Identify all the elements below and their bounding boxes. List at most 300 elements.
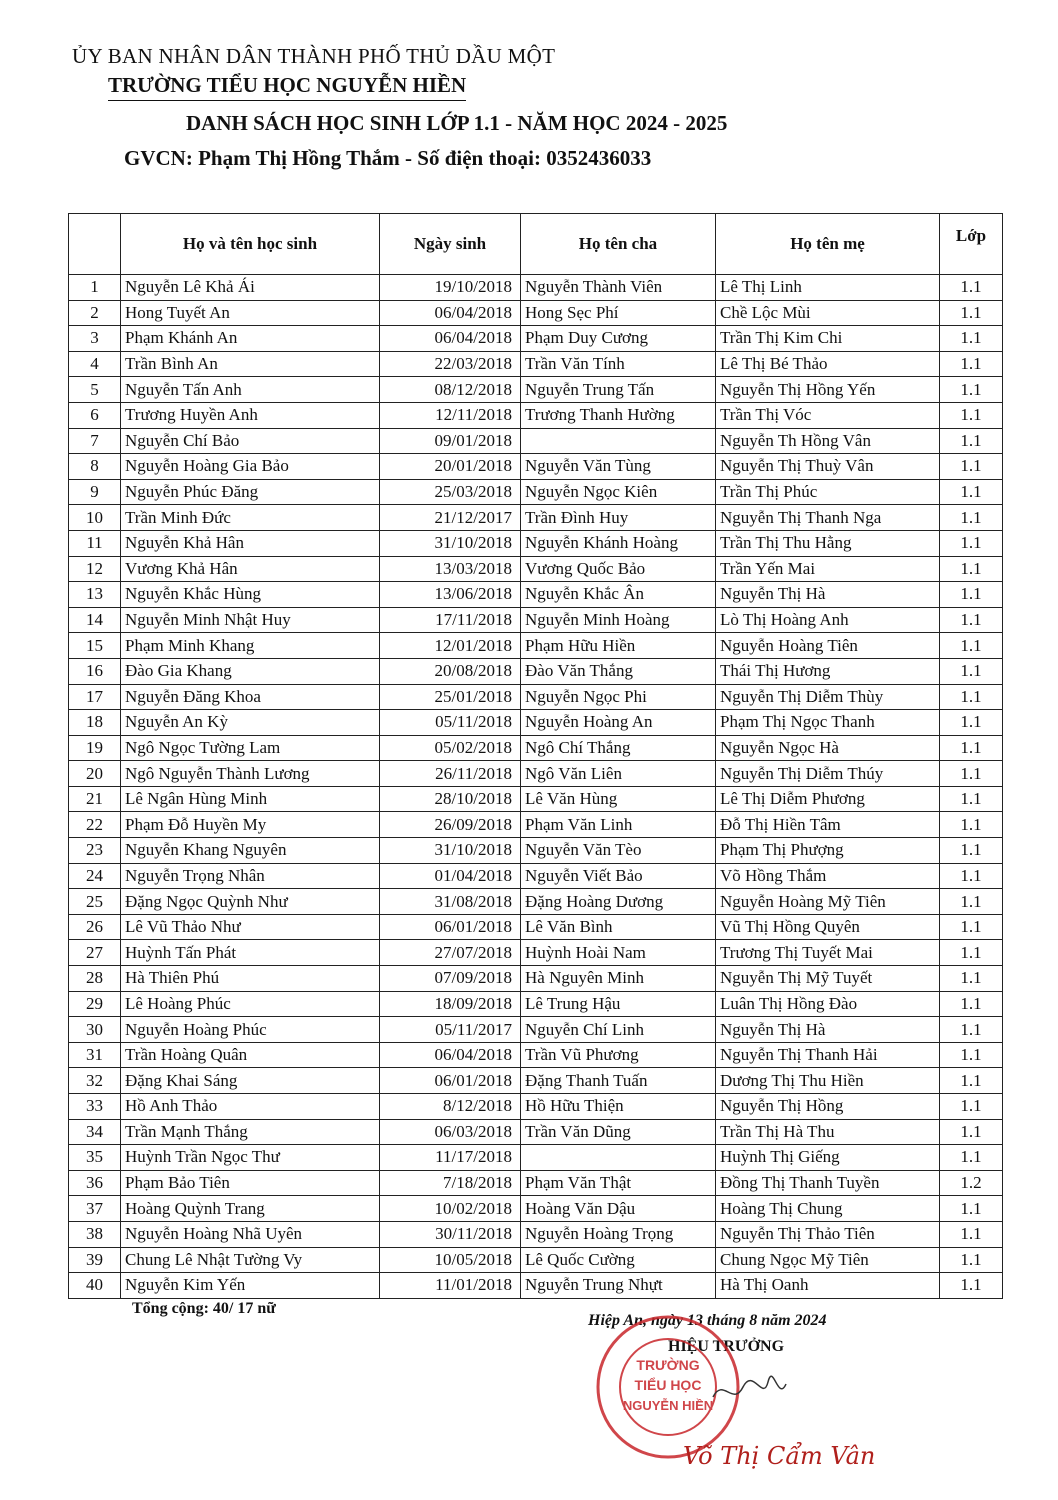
row-index: 1 — [69, 275, 121, 301]
mother-name: Dương Thị Thu Hiền — [716, 1068, 940, 1094]
father-name: Trần Vũ Phương — [521, 1042, 716, 1068]
mother-name: Nguyễn Thị Diễm Thúy — [716, 761, 940, 787]
father-name: Nguyễn Trung Nhựt — [521, 1273, 716, 1299]
row-index: 22 — [69, 812, 121, 838]
row-index: 8 — [69, 454, 121, 480]
mother-name: Hoàng Thị Chung — [716, 1196, 940, 1222]
row-index: 28 — [69, 966, 121, 992]
mother-name: Nguyễn Thị Thanh Hải — [716, 1042, 940, 1068]
mother-name: Đồng Thị Thanh Tuyền — [716, 1170, 940, 1196]
father-name: Nguyễn Thành Viên — [521, 275, 716, 301]
student-name: Phạm Bảo Tiên — [121, 1170, 380, 1196]
father-name: Nguyễn Hoàng Trọng — [521, 1221, 716, 1247]
row-index: 35 — [69, 1145, 121, 1171]
birth-date: 13/03/2018 — [380, 556, 521, 582]
class-code: 1.1 — [940, 633, 1003, 659]
row-index: 19 — [69, 735, 121, 761]
row-index: 24 — [69, 863, 121, 889]
class-code: 1.1 — [940, 1221, 1003, 1247]
birth-date: 11/17/2018 — [380, 1145, 521, 1171]
birth-date: 31/10/2018 — [380, 530, 521, 556]
homeroom-teacher: GVCN: Phạm Thị Hồng Thắm - Số điện thoại: 0352436033 — [124, 146, 652, 170]
row-index: 20 — [69, 761, 121, 787]
row-index: 17 — [69, 684, 121, 710]
mother-name: Trần Thị Kim Chi — [716, 326, 940, 352]
row-index: 37 — [69, 1196, 121, 1222]
class-code: 1.1 — [940, 735, 1003, 761]
student-name: Nguyễn Khả Hân — [121, 530, 380, 556]
class-code: 1.1 — [940, 300, 1003, 326]
table-row — [69, 684, 1003, 710]
row-index: 15 — [69, 633, 121, 659]
student-name: Ngô Ngọc Tường Lam — [121, 735, 380, 761]
father-name: Đặng Hoàng Dương — [521, 889, 716, 915]
class-code: 1.1 — [940, 710, 1003, 736]
mother-name: Nguyễn Ngọc Hà — [716, 735, 940, 761]
table-row — [69, 812, 1003, 838]
row-index: 34 — [69, 1119, 121, 1145]
row-index: 12 — [69, 556, 121, 582]
table-row — [69, 838, 1003, 864]
birth-date: 06/03/2018 — [380, 1119, 521, 1145]
column-header-father-name: Họ tên cha — [521, 214, 716, 275]
row-index: 9 — [69, 479, 121, 505]
class-code: 1.1 — [940, 761, 1003, 787]
class-code: 1.1 — [940, 991, 1003, 1017]
mother-name: Nguyễn Th Hồng Vân — [716, 428, 940, 454]
signer-name: Võ Thị Cẩm Vân — [683, 1442, 876, 1470]
birth-date: 17/11/2018 — [380, 607, 521, 633]
class-code: 1.1 — [940, 326, 1003, 352]
birth-date: 27/07/2018 — [380, 940, 521, 966]
class-code: 1.1 — [940, 556, 1003, 582]
column-header-class: Lớp — [940, 214, 1003, 275]
mother-name: Nguyễn Thị Mỹ Tuyết — [716, 966, 940, 992]
class-code: 1.1 — [940, 607, 1003, 633]
birth-date: 06/04/2018 — [380, 1042, 521, 1068]
class-code: 1.1 — [940, 1017, 1003, 1043]
father-name — [521, 1145, 716, 1171]
class-code: 1.1 — [940, 505, 1003, 531]
father-name: Trương Thanh Hường — [521, 402, 716, 428]
table-row — [69, 1042, 1003, 1068]
student-name: Đào Gia Khang — [121, 658, 380, 684]
birth-date: 20/08/2018 — [380, 658, 521, 684]
table-row — [69, 710, 1003, 736]
table-row — [69, 991, 1003, 1017]
student-name: Nguyễn Tấn Anh — [121, 377, 380, 403]
birth-date: 25/03/2018 — [380, 479, 521, 505]
row-index: 27 — [69, 940, 121, 966]
father-name — [521, 428, 716, 454]
student-name: Ngô Nguyễn Thành Lương — [121, 761, 380, 787]
student-name: Nguyễn Hoàng Nhã Uyên — [121, 1221, 380, 1247]
row-index: 7 — [69, 428, 121, 454]
father-name: Nguyễn Chí Linh — [521, 1017, 716, 1043]
student-name: Vương Khả Hân — [121, 556, 380, 582]
class-code: 1.1 — [940, 428, 1003, 454]
mother-name: Phạm Thị Ngọc Thanh — [716, 710, 940, 736]
class-code: 1.1 — [940, 1068, 1003, 1094]
table-row — [69, 1273, 1003, 1299]
birth-date: 07/09/2018 — [380, 966, 521, 992]
birth-date: 06/01/2018 — [380, 914, 521, 940]
father-name: Phạm Duy Cương — [521, 326, 716, 352]
birth-date: 19/10/2018 — [380, 275, 521, 301]
row-index: 5 — [69, 377, 121, 403]
row-index: 16 — [69, 658, 121, 684]
table-row — [69, 530, 1003, 556]
father-name: Đặng Thanh Tuấn — [521, 1068, 716, 1094]
birth-date: 05/02/2018 — [380, 735, 521, 761]
class-code: 1.1 — [940, 940, 1003, 966]
table-row — [69, 1196, 1003, 1222]
class-code: 1.1 — [940, 1094, 1003, 1120]
father-name: Nguyễn Khánh Hoàng — [521, 530, 716, 556]
father-name: Nguyễn Trung Tấn — [521, 377, 716, 403]
father-name: Nguyễn Hoàng An — [521, 710, 716, 736]
table-body — [69, 275, 1003, 1299]
student-name: Nguyễn Đăng Khoa — [121, 684, 380, 710]
birth-date: 06/04/2018 — [380, 300, 521, 326]
class-code: 1.1 — [940, 1145, 1003, 1171]
student-name: Trương Huyền Anh — [121, 402, 380, 428]
birth-date: 21/12/2017 — [380, 505, 521, 531]
mother-name: Trần Thị Hà Thu — [716, 1119, 940, 1145]
class-code: 1.1 — [940, 684, 1003, 710]
row-index: 31 — [69, 1042, 121, 1068]
column-header-index — [69, 214, 121, 275]
table-row — [69, 479, 1003, 505]
class-code: 1.1 — [940, 786, 1003, 812]
father-name: Huỳnh Hoài Nam — [521, 940, 716, 966]
student-name: Phạm Minh Khang — [121, 633, 380, 659]
table-row — [69, 658, 1003, 684]
birth-date: 05/11/2018 — [380, 710, 521, 736]
student-name: Trần Bình An — [121, 351, 380, 377]
father-name: Lê Trung Hậu — [521, 991, 716, 1017]
mother-name: Lê Thị Bé Thảo — [716, 351, 940, 377]
row-index: 10 — [69, 505, 121, 531]
table-row — [69, 1094, 1003, 1120]
class-code: 1.1 — [940, 1247, 1003, 1273]
mother-name: Trần Thị Thu Hằng — [716, 530, 940, 556]
class-code: 1.2 — [940, 1170, 1003, 1196]
student-name: Lê Vũ Thảo Như — [121, 914, 380, 940]
birth-date: 25/01/2018 — [380, 684, 521, 710]
mother-name: Nguyễn Thị Hồng — [716, 1094, 940, 1120]
student-name: Đặng Khai Sáng — [121, 1068, 380, 1094]
table-row — [69, 428, 1003, 454]
mother-name: Nguyễn Thị Hồng Yến — [716, 377, 940, 403]
student-name: Nguyễn Khắc Hùng — [121, 582, 380, 608]
row-index: 39 — [69, 1247, 121, 1273]
birth-date: 10/02/2018 — [380, 1196, 521, 1222]
birth-date: 13/06/2018 — [380, 582, 521, 608]
row-index: 6 — [69, 402, 121, 428]
student-name: Trần Mạnh Thắng — [121, 1119, 380, 1145]
birth-date: 18/09/2018 — [380, 991, 521, 1017]
father-name: Phạm Hữu Hiền — [521, 633, 716, 659]
table-row — [69, 940, 1003, 966]
birth-date: 22/03/2018 — [380, 351, 521, 377]
row-index: 33 — [69, 1094, 121, 1120]
table-row — [69, 1145, 1003, 1171]
class-code: 1.1 — [940, 530, 1003, 556]
father-name: Phạm Văn Linh — [521, 812, 716, 838]
class-code: 1.1 — [940, 1119, 1003, 1145]
birth-date: 31/10/2018 — [380, 838, 521, 864]
row-index: 14 — [69, 607, 121, 633]
signer-title: HIỆU TRƯỞNG — [668, 1338, 785, 1355]
birth-date: 05/11/2017 — [380, 1017, 521, 1043]
father-name: Nguyễn Văn Tèo — [521, 838, 716, 864]
student-name: Nguyễn An Kỳ — [121, 710, 380, 736]
school-name: TRƯỜNG TIỂU HỌC NGUYỄN HIỀN — [108, 73, 466, 101]
father-name: Nguyễn Ngọc Phi — [521, 684, 716, 710]
father-name: Vương Quốc Bảo — [521, 556, 716, 582]
class-code: 1.1 — [940, 863, 1003, 889]
document-header — [72, 44, 972, 171]
table-row — [69, 889, 1003, 915]
father-name: Lê Quốc Cường — [521, 1247, 716, 1273]
column-header-birth-date: Ngày sinh — [380, 214, 521, 275]
student-name: Nguyễn Chí Bảo — [121, 428, 380, 454]
birth-date: 7/18/2018 — [380, 1170, 521, 1196]
mother-name: Luân Thị Hồng Đào — [716, 991, 940, 1017]
row-index: 32 — [69, 1068, 121, 1094]
total-count: Tổng cộng: 40/ 17 nữ — [132, 1300, 276, 1317]
student-name: Nguyễn Hoàng Phúc — [121, 1017, 380, 1043]
student-name: Lê Hoàng Phúc — [121, 991, 380, 1017]
class-code: 1.1 — [940, 582, 1003, 608]
birth-date: 01/04/2018 — [380, 863, 521, 889]
mother-name: Chề Lộc Mùi — [716, 300, 940, 326]
mother-name: Nguyễn Thị Thuỳ Vân — [716, 454, 940, 480]
class-code: 1.1 — [940, 1196, 1003, 1222]
mother-name: Nguyễn Hoàng Tiên — [716, 633, 940, 659]
student-name: Đặng Ngọc Quỳnh Như — [121, 889, 380, 915]
student-name: Phạm Đỗ Huyền My — [121, 812, 380, 838]
mother-name: Nguyễn Thị Hà — [716, 1017, 940, 1043]
mother-name: Võ Hồng Thắm — [716, 863, 940, 889]
table-row — [69, 761, 1003, 787]
father-name: Hoàng Văn Dậu — [521, 1196, 716, 1222]
row-index: 29 — [69, 991, 121, 1017]
table-row — [69, 351, 1003, 377]
mother-name: Lê Thị Diễm Phương — [716, 786, 940, 812]
table-row — [69, 1017, 1003, 1043]
table-row — [69, 786, 1003, 812]
table-row — [69, 402, 1003, 428]
table-header-row — [69, 214, 1003, 275]
father-name: Trần Văn Dũng — [521, 1119, 716, 1145]
table-row — [69, 582, 1003, 608]
birth-date: 26/09/2018 — [380, 812, 521, 838]
table-row — [69, 377, 1003, 403]
student-name: Chung Lê Nhật Tường Vy — [121, 1247, 380, 1273]
birth-date: 31/08/2018 — [380, 889, 521, 915]
class-code: 1.1 — [940, 402, 1003, 428]
student-name: Nguyễn Khang Nguyên — [121, 838, 380, 864]
father-name: Nguyễn Viết Bảo — [521, 863, 716, 889]
father-name: Hồ Hữu Thiện — [521, 1094, 716, 1120]
birth-date: 20/01/2018 — [380, 454, 521, 480]
column-header-student-name: Họ và tên học sinh — [121, 214, 380, 275]
table-row — [69, 607, 1003, 633]
birth-date: 26/11/2018 — [380, 761, 521, 787]
table-row — [69, 1068, 1003, 1094]
father-name: Nguyễn Khắc Ân — [521, 582, 716, 608]
student-name: Nguyễn Minh Nhật Huy — [121, 607, 380, 633]
document-title: DANH SÁCH HỌC SINH LỚP 1.1 - NĂM HỌC 2024 - 2025 — [186, 111, 728, 135]
table-row — [69, 1221, 1003, 1247]
row-index: 18 — [69, 710, 121, 736]
student-name: Phạm Khánh An — [121, 326, 380, 352]
table-row — [69, 1119, 1003, 1145]
class-code: 1.1 — [940, 351, 1003, 377]
mother-name: Hà Thị Oanh — [716, 1273, 940, 1299]
student-name: Nguyễn Hoàng Gia Bảo — [121, 454, 380, 480]
father-name: Phạm Văn Thật — [521, 1170, 716, 1196]
row-index: 2 — [69, 300, 121, 326]
student-name: Hoàng Quỳnh Trang — [121, 1196, 380, 1222]
student-name: Nguyễn Lê Khả Ái — [121, 275, 380, 301]
class-code: 1.1 — [940, 914, 1003, 940]
table-row — [69, 1170, 1003, 1196]
row-index: 30 — [69, 1017, 121, 1043]
birth-date: 12/01/2018 — [380, 633, 521, 659]
mother-name: Nguyễn Hoàng Mỹ Tiên — [716, 889, 940, 915]
father-name: Nguyễn Minh Hoàng — [521, 607, 716, 633]
father-name: Hong Sẹc Phí — [521, 300, 716, 326]
table-row — [69, 914, 1003, 940]
birth-date: 09/01/2018 — [380, 428, 521, 454]
stamp-line-2: TIỂU HỌC — [634, 1377, 702, 1393]
class-code: 1.1 — [940, 454, 1003, 480]
stamp-line-1: TRƯỜNG — [636, 1357, 700, 1373]
mother-name: Trần Thị Vóc — [716, 402, 940, 428]
father-name: Nguyễn Văn Tùng — [521, 454, 716, 480]
class-code: 1.1 — [940, 1042, 1003, 1068]
class-code: 1.1 — [940, 377, 1003, 403]
student-name: Trần Minh Đức — [121, 505, 380, 531]
mother-name: Trần Thị Phúc — [716, 479, 940, 505]
mother-name: Huỳnh Thị Giếng — [716, 1145, 940, 1171]
table-row — [69, 556, 1003, 582]
father-name: Ngô Chí Thắng — [521, 735, 716, 761]
table-row — [69, 966, 1003, 992]
class-code: 1.1 — [940, 812, 1003, 838]
row-index: 26 — [69, 914, 121, 940]
signature-block — [588, 1312, 908, 1470]
mother-name: Phạm Thị Phượng — [716, 838, 940, 864]
table-row — [69, 633, 1003, 659]
column-header-mother-name: Họ tên mẹ — [716, 214, 940, 275]
table-row — [69, 863, 1003, 889]
class-code: 1.1 — [940, 889, 1003, 915]
row-index: 11 — [69, 530, 121, 556]
mother-name: Vũ Thị Hồng Quyên — [716, 914, 940, 940]
class-code: 1.1 — [940, 658, 1003, 684]
row-index: 38 — [69, 1221, 121, 1247]
student-name: Lê Ngân Hùng Minh — [121, 786, 380, 812]
student-name: Hong Tuyết An — [121, 300, 380, 326]
birth-date: 8/12/2018 — [380, 1094, 521, 1120]
birth-date: 06/01/2018 — [380, 1068, 521, 1094]
student-name: Huỳnh Tấn Phát — [121, 940, 380, 966]
father-name: Lê Văn Hùng — [521, 786, 716, 812]
mother-name: Thái Thị Hương — [716, 658, 940, 684]
row-index: 4 — [69, 351, 121, 377]
table-row — [69, 1247, 1003, 1273]
father-name: Nguyễn Ngọc Kiên — [521, 479, 716, 505]
father-name: Trần Văn Tính — [521, 351, 716, 377]
father-name: Đào Văn Thắng — [521, 658, 716, 684]
mother-name: Đỗ Thị Hiền Tâm — [716, 812, 940, 838]
table-row — [69, 505, 1003, 531]
row-index: 21 — [69, 786, 121, 812]
row-index: 36 — [69, 1170, 121, 1196]
mother-name: Trần Yến Mai — [716, 556, 940, 582]
row-index: 3 — [69, 326, 121, 352]
class-code: 1.1 — [940, 479, 1003, 505]
table-row — [69, 454, 1003, 480]
handwritten-signature — [708, 1372, 788, 1412]
mother-name: Trương Thị Tuyết Mai — [716, 940, 940, 966]
class-code: 1.1 — [940, 966, 1003, 992]
table-row — [69, 300, 1003, 326]
stamp-line-3: NGUYỄN HIỀN — [622, 1398, 714, 1413]
student-name: Trần Hoàng Quân — [121, 1042, 380, 1068]
mother-name: Nguyễn Thị Diễm Thùy — [716, 684, 940, 710]
mother-name: Nguyễn Thị Hà — [716, 582, 940, 608]
student-name: Hà Thiên Phú — [121, 966, 380, 992]
organization-name: ỦY BAN NHÂN DÂN THÀNH PHỐ THỦ DẦU MỘT — [72, 44, 556, 68]
father-name: Ngô Văn Liên — [521, 761, 716, 787]
birth-date: 12/11/2018 — [380, 402, 521, 428]
mother-name: Chung Ngọc Mỹ Tiên — [716, 1247, 940, 1273]
row-index: 23 — [69, 838, 121, 864]
mother-name: Lò Thị Hoàng Anh — [716, 607, 940, 633]
row-index: 40 — [69, 1273, 121, 1299]
birth-date: 06/04/2018 — [380, 326, 521, 352]
father-name: Trần Đình Huy — [521, 505, 716, 531]
row-index: 13 — [69, 582, 121, 608]
mother-name: Nguyễn Thị Thanh Nga — [716, 505, 940, 531]
birth-date: 10/05/2018 — [380, 1247, 521, 1273]
student-roster-table — [68, 213, 1003, 1299]
student-name: Nguyễn Trọng Nhân — [121, 863, 380, 889]
row-index: 25 — [69, 889, 121, 915]
mother-name: Nguyễn Thị Thảo Tiên — [716, 1221, 940, 1247]
birth-date: 30/11/2018 — [380, 1221, 521, 1247]
birth-date: 28/10/2018 — [380, 786, 521, 812]
table-row — [69, 735, 1003, 761]
table-row — [69, 326, 1003, 352]
student-name: Huỳnh Trần Ngọc Thư — [121, 1145, 380, 1171]
birth-date: 11/01/2018 — [380, 1273, 521, 1299]
table-row — [69, 275, 1003, 301]
signing-place-date: Hiệp An, ngày 13 tháng 8 năm 2024 — [588, 1312, 827, 1329]
mother-name: Lê Thị Linh — [716, 275, 940, 301]
class-code: 1.1 — [940, 838, 1003, 864]
class-code: 1.1 — [940, 275, 1003, 301]
student-name: Nguyễn Kim Yến — [121, 1273, 380, 1299]
birth-date: 08/12/2018 — [380, 377, 521, 403]
student-name: Nguyễn Phúc Đăng — [121, 479, 380, 505]
father-name: Hà Nguyên Minh — [521, 966, 716, 992]
